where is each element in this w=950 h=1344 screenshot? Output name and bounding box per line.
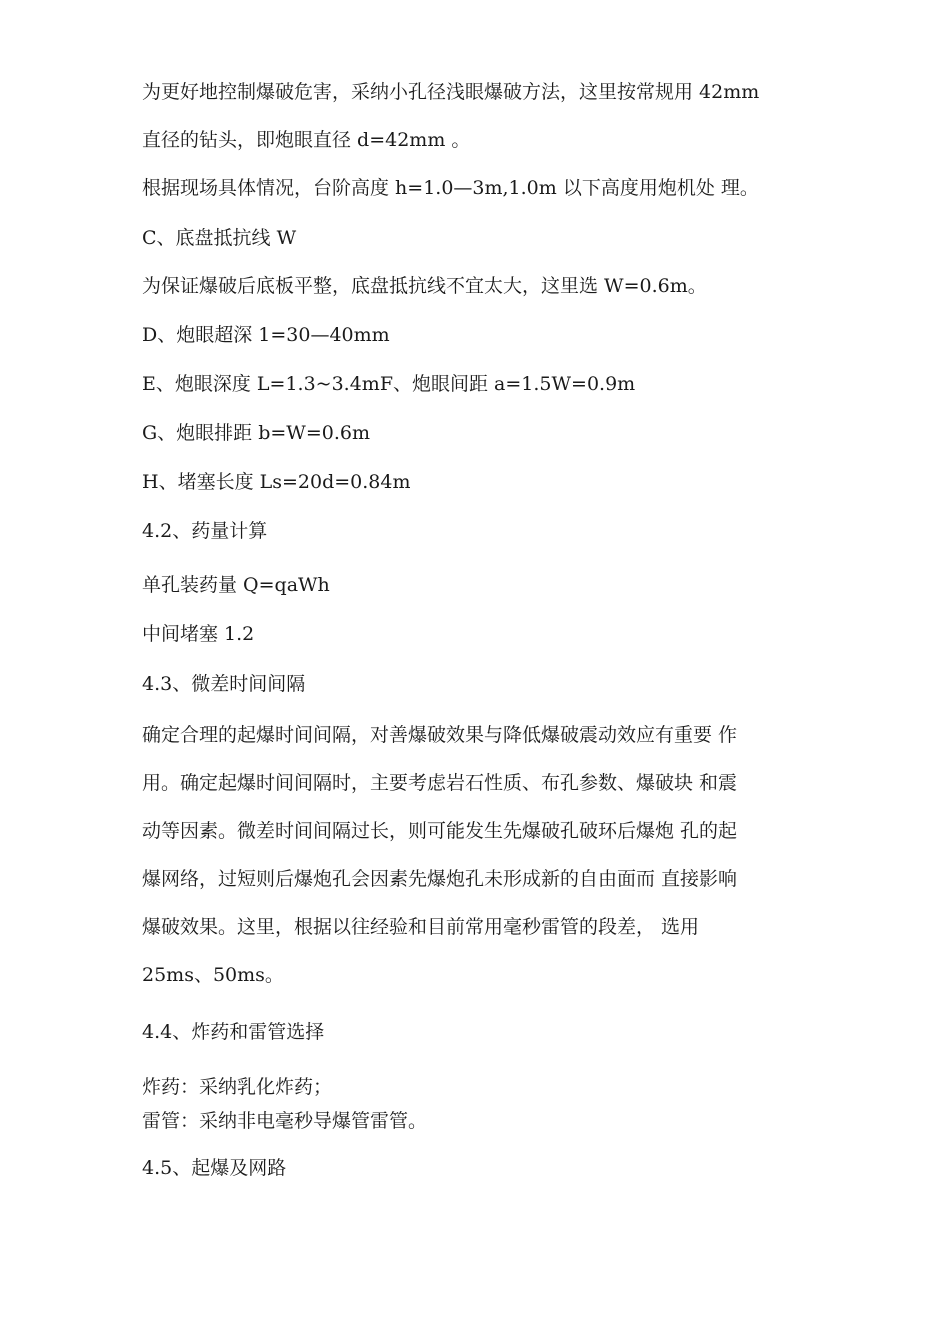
item-c-title: C、底盘抵抗线 W: [142, 227, 297, 249]
paragraph-line: 动等因素。微差时间间隔过长，则可能发生先爆破孔破环后爆炮 孔的起: [142, 820, 738, 842]
intro-line-1: 为更好地控制爆破危害，采纳小孔径浅眼爆破方法，这里按常规用 42mm: [142, 81, 760, 103]
intro-line-2: 直径的钻头，即炮眼直径 d=42mm 。: [142, 129, 471, 151]
section-4-5-heading: 4.5、起爆及网路: [142, 1157, 287, 1179]
charge-formula: 单孔装药量 Q=qaWh: [142, 574, 330, 596]
item-g-text: G、炮眼排距 b=W=0.6m: [142, 422, 370, 444]
detonator-text: 雷管：采纳非电毫秒导爆管雷管。: [142, 1110, 428, 1132]
paragraph-line: 用。确定起爆时间间隔时，主要考虑岩石性质、布孔参数、爆破块 和震: [142, 772, 738, 794]
section-4-3-heading: 4.3、微差时间间隔: [142, 673, 306, 695]
item-e-text: E、炮眼深度 L=1.3~3.4mF、炮眼间距 a=1.5W=0.9m: [142, 373, 636, 395]
item-d-text: D、炮眼超深 1=30—40mm: [142, 324, 390, 346]
paragraph-line: 爆破效果。这里，根据以往经验和目前常用毫秒雷管的段差， 选用: [142, 916, 700, 938]
delay-interval-paragraph: [142, 711, 818, 999]
bench-height-text: 根据现场具体情况，台阶高度 h=1.0—3m,1.0m 以下高度用炮机处 理。: [142, 177, 759, 199]
paragraph-line: 25ms、50ms。: [142, 964, 284, 986]
section-4-2-heading: 4.2、药量计算: [142, 520, 268, 542]
middle-stemming: 中间堵塞 1.2: [142, 623, 255, 645]
item-c-text: 为保证爆破后底板平整，底盘抵抗线不宜太大，这里选 W=0.6m。: [142, 275, 707, 297]
section-4-4-heading: 4.4、炸药和雷管选择: [142, 1021, 325, 1043]
paragraph-line: 确定合理的起爆时间间隔，对善爆破效果与降低爆破震动效应有重要 作: [142, 724, 738, 746]
explosive-text: 炸药：采纳乳化炸药；: [142, 1076, 333, 1098]
item-h-text: H、堵塞长度 Ls=20d=0.84m: [142, 471, 411, 493]
paragraph-line: 爆网络，过短则后爆炮孔会因素先爆炮孔未形成新的自由面而 直接影响: [142, 868, 738, 890]
